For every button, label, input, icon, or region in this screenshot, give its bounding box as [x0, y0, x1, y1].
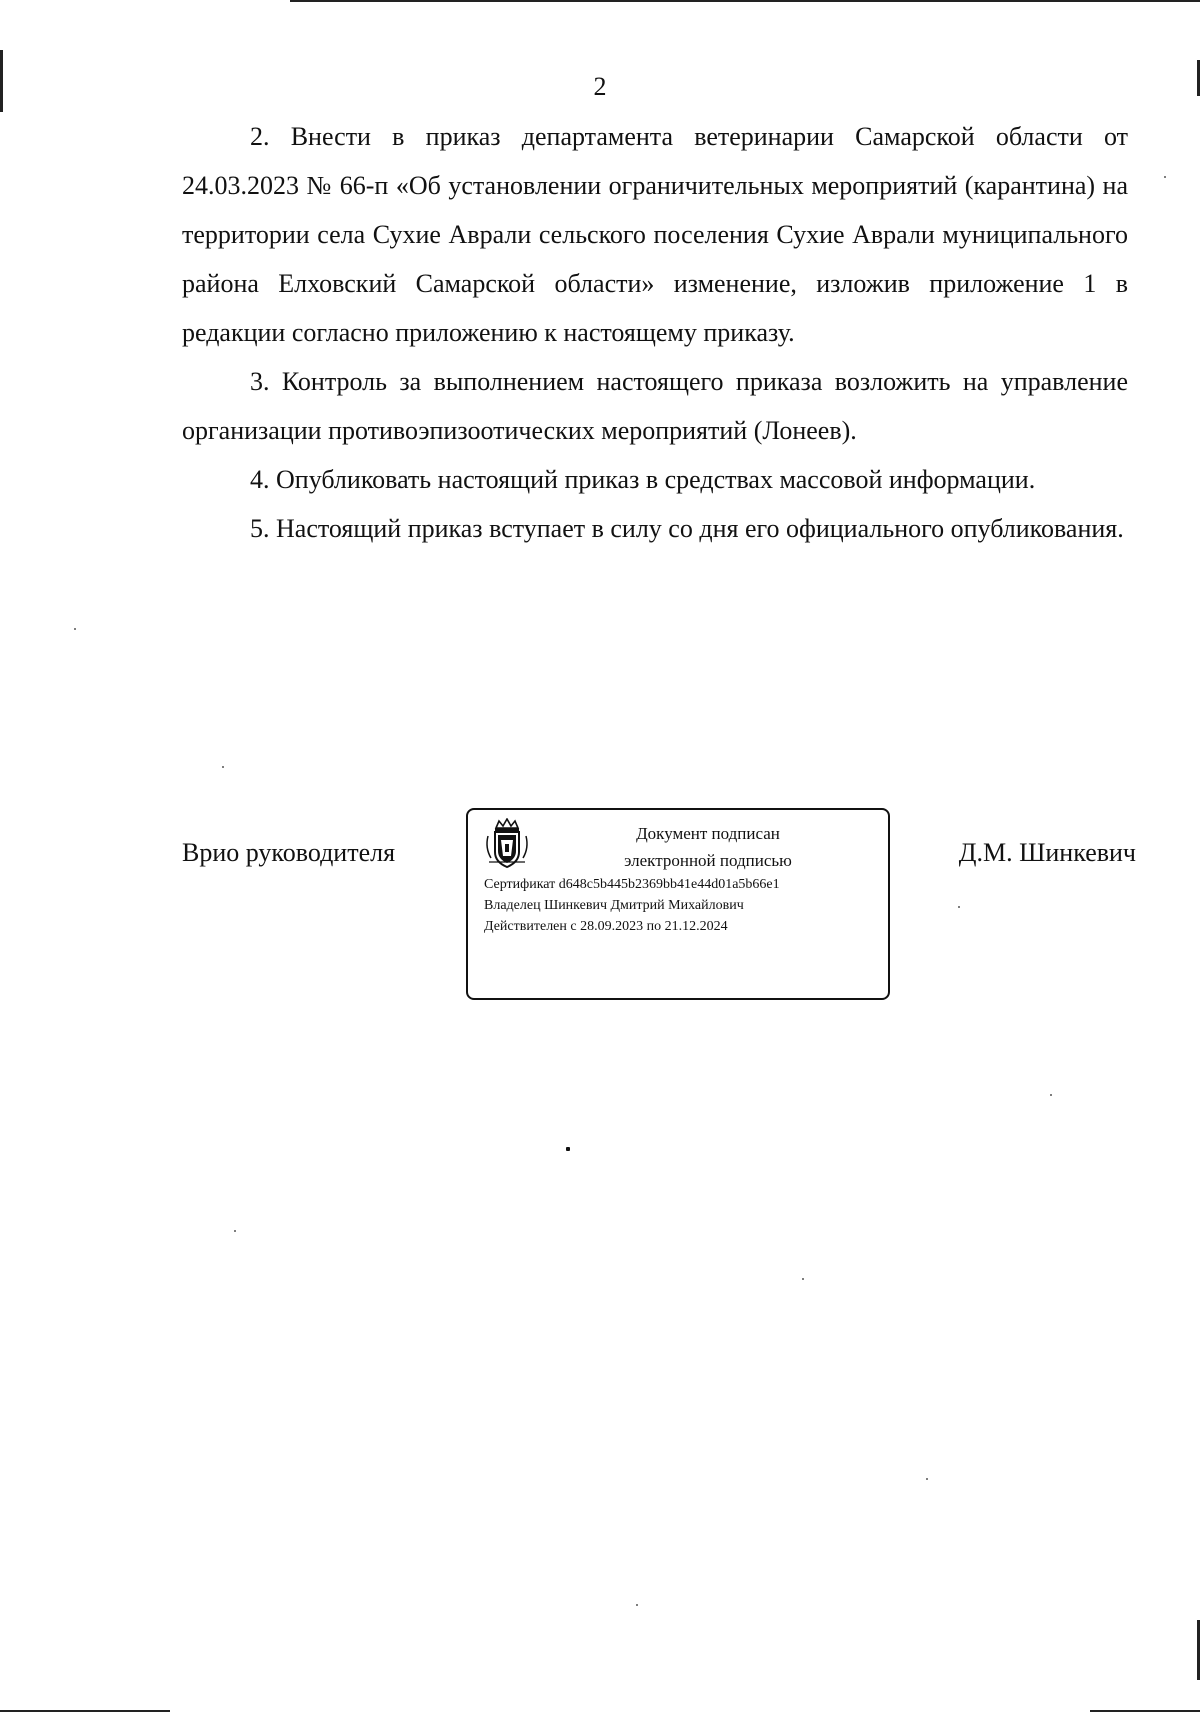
scan-speck	[802, 1278, 804, 1280]
coat-of-arms-icon	[484, 818, 530, 870]
scan-speck	[926, 1478, 928, 1480]
signer-name: Д.М. Шинкевич	[958, 838, 1136, 867]
esign-heading-line2: электронной подписью	[624, 851, 792, 870]
esign-heading	[588, 820, 828, 874]
order-body	[182, 112, 1128, 553]
scan-edge-top	[290, 0, 1200, 2]
esign-validity: Действителен с 28.09.2023 по 21.12.2024	[484, 919, 728, 934]
scan-speck	[636, 1604, 638, 1606]
electronic-signature-stamp	[466, 808, 890, 1000]
esign-heading-line1: Документ подписан	[636, 824, 780, 843]
paragraph-amendment: 2. Внести в приказ департамента ветеринарии Самарской области от 24.03.2023 № 66-п «Об установлении ограничительных мероприятий (карантина) на территории села Сухие Аврали сельского поселения Сухие Аврали муниципального района Елховский Самарской области» изменение, изложив приложение 1 в редакции согласно приложению к настоящему приказу.	[182, 122, 1128, 347]
signer-position: Врио руководителя	[182, 838, 396, 867]
scan-speck	[1164, 176, 1166, 178]
paragraph-publish: 4. Опубликовать настоящий приказ в средствах массовой информации.	[250, 465, 1036, 494]
esign-details	[484, 874, 780, 937]
scan-speck	[566, 1147, 570, 1151]
esign-certificate: Сертификат d648c5b445b2369bb41e44d01a5b66e1	[484, 877, 780, 892]
scan-speck	[234, 1230, 236, 1232]
esign-owner: Владелец Шинкевич Дмитрий Михайлович	[484, 898, 744, 913]
paragraph-effective: 5. Настоящий приказ вступает в силу со дня его официального опубликования.	[250, 514, 1124, 543]
paragraph-control: 3. Контроль за выполнением настоящего приказа возложить на управление организации противоэпизоотических мероприятий (Лонеев).	[182, 367, 1128, 445]
page-number: 2	[593, 72, 607, 101]
scan-speck	[222, 766, 224, 768]
scan-speck	[1050, 1094, 1052, 1096]
scan-speck	[74, 628, 76, 630]
signature-block	[182, 808, 1136, 1008]
